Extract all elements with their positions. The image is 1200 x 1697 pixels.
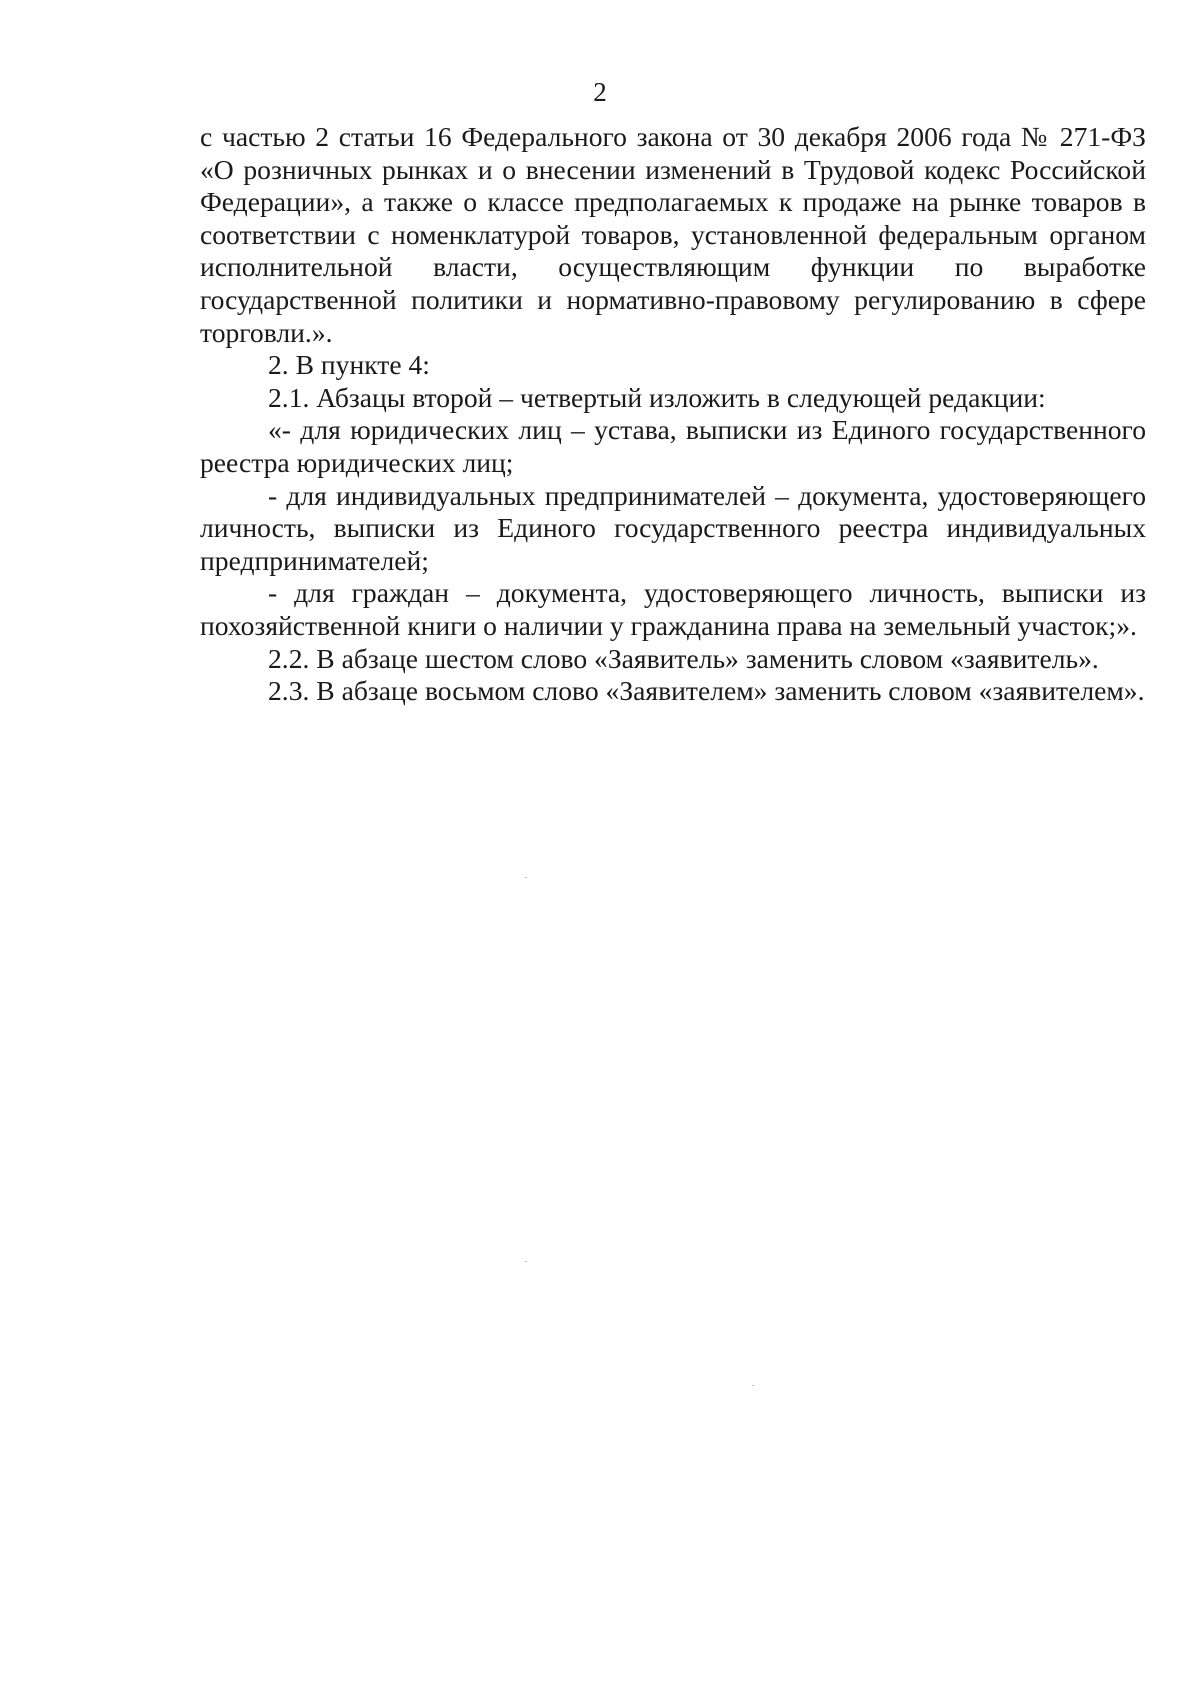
paragraph-item-2-1: 2.1. Абзацы второй – четвертый изложить в следующей редакции: bbox=[268, 381, 1046, 413]
paragraph-continuation: с частью 2 статьи 16 Федерального закона от 30 декабря 2006 года № 271-ФЗ «О розничных рынках и о внесении изменений в Трудовой кодекс Российской Федерации», а также о классе предполагаемых к продаже на рынке товаров в соответствии с номенклатурой товаров, установленной федеральным органом исполнительной власти, осуществляющим функции по выработке государственной политики и нормативно-правовому регулированию в сфере торговли.». bbox=[200, 121, 1146, 348]
scan-speck bbox=[525, 877, 527, 878]
paragraph-individual-entrepreneurs: - для индивидуальных предпринимателей – документа, удостоверяющего личность, выписки из Единого государственного реестра индивидуальных предпринимателей; bbox=[200, 479, 1146, 576]
paragraph-item-2-3: 2.3. В абзаце восьмом слово «Заявителем» заменить словом «заявителем». bbox=[268, 675, 1145, 707]
paragraph-legal-entities: «- для юридических лиц – устава, выписки из Единого государственного реестра юридических лиц; bbox=[200, 414, 1146, 478]
scan-speck bbox=[752, 1385, 754, 1386]
paragraph-item-2: 2. В пункте 4: bbox=[268, 349, 430, 381]
page-number: 2 bbox=[593, 77, 607, 107]
paragraph-item-2-2: 2.2. В абзаце шестом слово «Заявитель» заменить словом «заявитель». bbox=[268, 642, 1099, 674]
scan-speck bbox=[525, 1261, 527, 1262]
paragraph-citizens: - для граждан – документа, удостоверяющего личность, выписки из похозяйственной книги о наличии у гражданина права на земельный участок;». bbox=[200, 577, 1146, 641]
document-body bbox=[200, 121, 1146, 708]
